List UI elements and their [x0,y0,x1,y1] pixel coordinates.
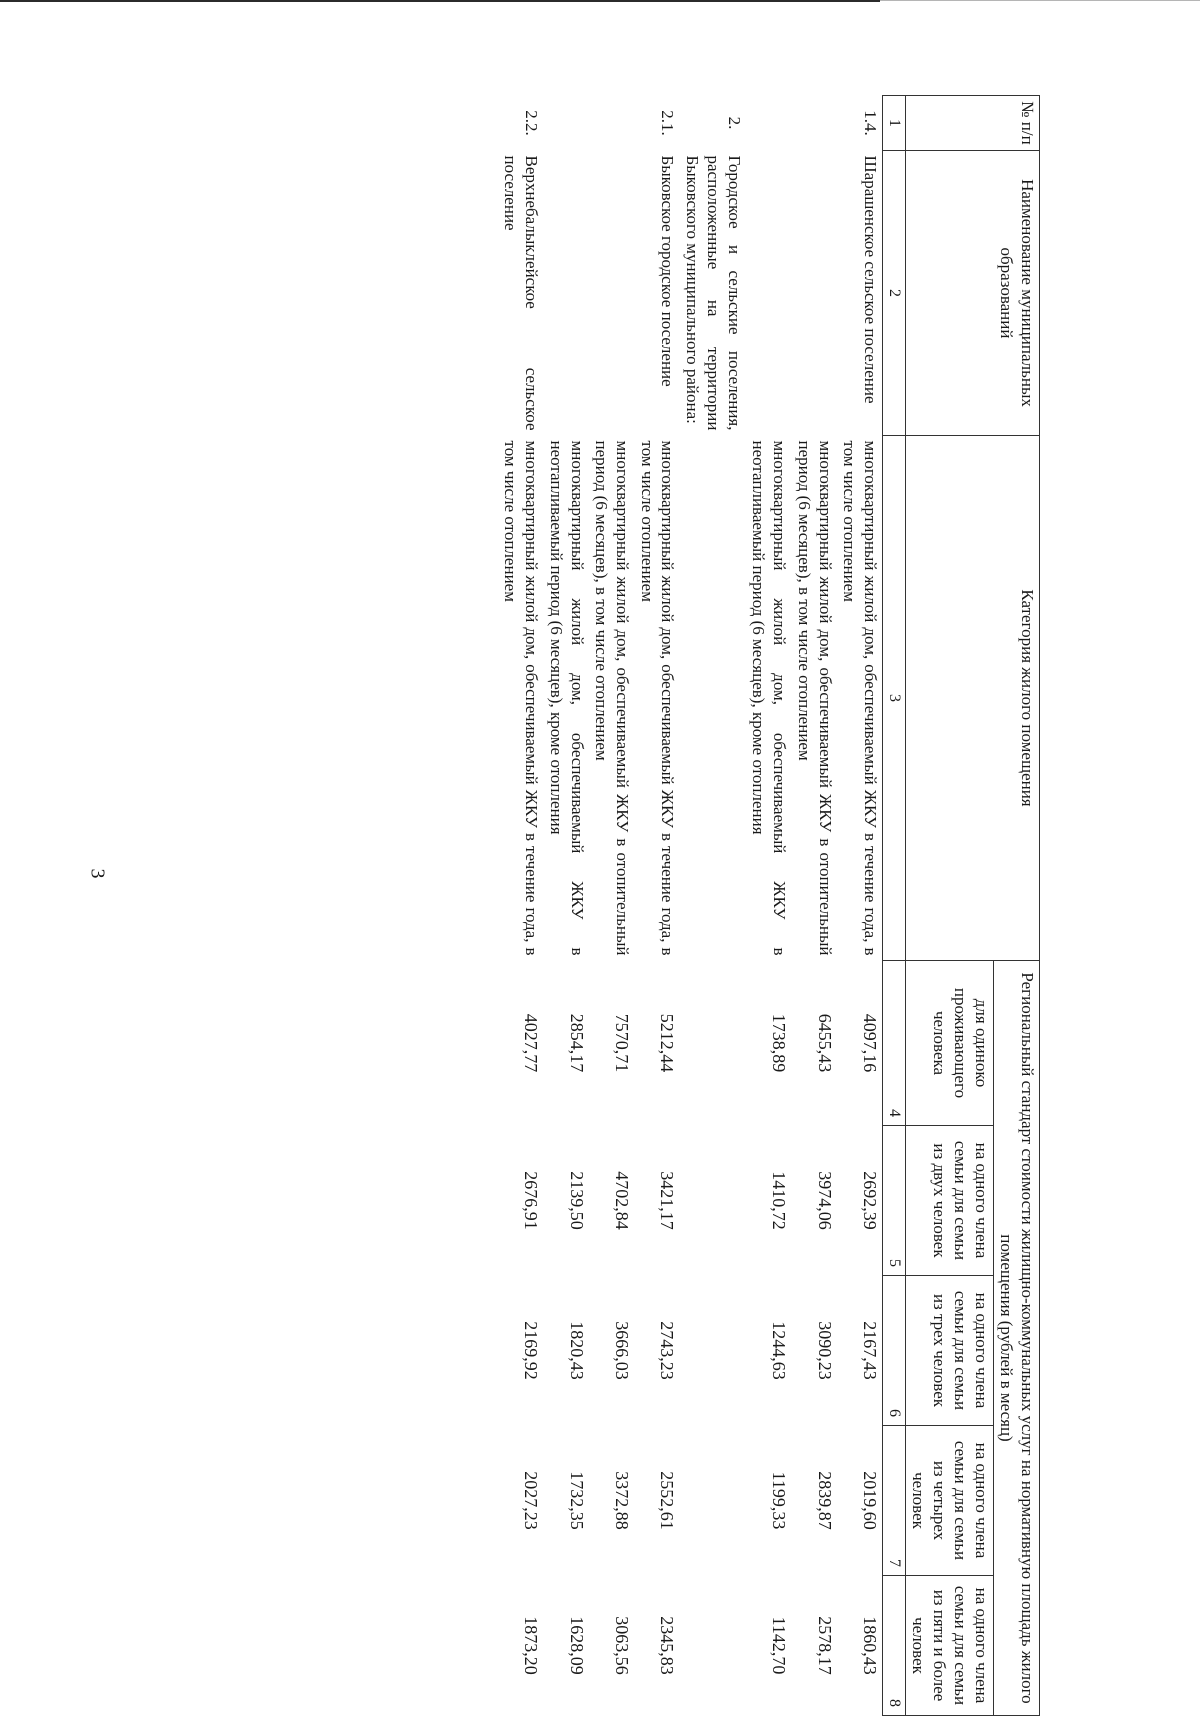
row-value-five: 1873,20 [521,1616,542,1675]
row-value-five: 2345,83 [657,1616,678,1675]
header-four: на одного члена семьи для семьи из четырех человек [905,1426,993,1576]
row-value-single: 4027,77 [521,1013,542,1073]
row-value-three: 1820,43 [566,1321,587,1380]
row-value-single: 2854,17 [566,1013,587,1073]
row-num [543,96,588,151]
row-value-three: 3666,03 [612,1321,632,1380]
row-num: 2.1. [658,110,678,136]
row-value-single: 5212,44 [657,1013,678,1073]
row-value-single: 7570,71 [612,1013,632,1073]
column-number: 2 [883,151,906,436]
table-row [791,96,836,1716]
row-municipality [589,151,634,436]
row-value-two: 3421,17 [657,1171,678,1230]
row-category: многоквартирный жилой дом, обеспечиваемый ЖКУ в отопительный период (6 месяцев), в том числе отоплением [592,440,632,956]
row-value-three: 2167,43 [860,1321,881,1380]
row-value-five: 2578,17 [814,1616,835,1675]
row-value-five: 1142,70 [769,1616,790,1675]
table-row [543,96,588,1716]
row-value-five [679,1576,745,1716]
header-row-1 [993,96,1039,1716]
scan-top-edge [0,0,880,2]
row-value-four: 2839,87 [814,1471,835,1530]
row-num [589,96,634,151]
header-five: на одного члена семьи для семьи из пяти и более человек [905,1576,993,1716]
header-two: на одного члена семьи для семьи из двух человек [905,1126,993,1276]
row-value-two: 1410,72 [769,1171,790,1230]
row-category: многоквартирный жилой дом, обеспечиваемый ЖКУ в течение года, в том числе отоплением [637,440,678,956]
row-value-two: 4702,84 [612,1171,632,1230]
scan-top-edge-faint [880,0,1200,1]
row-num [791,96,836,151]
row-category: многоквартирный жилой дом, обеспечиваемый ЖКУ в течение года, в том числе отоплением [840,440,881,956]
row-value-two: 2692,39 [860,1171,881,1230]
row-value-four: 3372,88 [612,1471,632,1530]
table-row [589,96,634,1716]
header-category: Категория жилого помещения [905,436,1039,961]
row-municipality [746,151,791,436]
row-value-single: 4097,16 [860,1013,881,1073]
row-num: 2.2. [522,110,542,136]
row-value-single: 1738,89 [769,1013,790,1073]
row-value-three [679,1276,745,1426]
row-num: 1.4. [861,110,881,136]
row-category: многоквартирный жилой дом, обеспечиваемый ЖКУ в неотапливаемый период (6 месяцев), кроме отопления [749,440,790,956]
document-sheet [170,95,1040,1715]
row-value-two: 2139,50 [566,1171,587,1230]
row-category: многоквартирный жилой дом, обеспечиваемый ЖКУ в течение года, в том числе отоплением [501,440,542,956]
column-number: 1 [883,96,906,151]
row-value-five: 1860,43 [860,1616,881,1675]
row-num [746,96,791,151]
column-number: 3 [883,436,906,961]
column-number: 7 [883,1426,906,1576]
table-row [498,96,543,1716]
row-value-three: 1244,63 [769,1321,790,1380]
row-value-three: 2743,23 [657,1321,678,1380]
column-number: 4 [883,961,906,1126]
table-row-group-heading [679,96,745,1716]
row-municipality: Шарашенское сельское поселение [861,155,881,404]
header-three: на одного члена семьи для семьи из трех человек [905,1276,993,1426]
row-num: 2. [724,116,744,130]
row-value-four [679,1426,745,1576]
row-value-two: 2676,91 [521,1171,542,1230]
column-number-row [883,96,906,1716]
column-number: 5 [883,1126,906,1276]
page-number: 3 [86,868,109,879]
header-standard: Региональный стандарт стоимости жилищно-коммунальных услуг на нормативную площадь жилого помещения (рублей в месяц) [993,961,1039,1716]
row-value-four: 2019,60 [860,1471,881,1530]
row-value-five: 3063,56 [612,1616,632,1675]
row-value-single [679,961,745,1126]
header-municipality: Наименование муниципальных образований [905,151,1039,436]
row-value-four: 2027,23 [521,1471,542,1530]
column-number: 8 [883,1576,906,1716]
row-value-five: 1628,09 [566,1616,587,1675]
table-row [746,96,791,1716]
row-municipality [791,151,836,436]
row-category [679,436,745,961]
row-municipality: Городское и сельские поселения, расположенные на территории Быковского муниципального района: [683,155,744,431]
row-value-four: 1732,35 [566,1471,587,1530]
header-num: № п/п [905,96,1039,151]
row-category: многоквартирный жилой дом, обеспечиваемый ЖКУ в неотапливаемый период (6 месяцев), кроме отопления [546,440,587,956]
row-value-three: 3090,23 [814,1321,835,1380]
standards-table [498,95,1040,1716]
table-row [634,96,679,1716]
row-value-two: 3974,06 [814,1171,835,1230]
row-municipality [543,151,588,436]
row-value-three: 2169,92 [521,1321,542,1380]
row-category: многоквартирный жилой дом, обеспечиваемый ЖКУ в отопительный период (6 месяцев), в том числе отоплением [794,440,835,956]
row-municipality: Быковское городское поселение [658,155,678,387]
table-row [837,96,883,1716]
column-number: 6 [883,1276,906,1426]
row-value-four: 1199,33 [769,1471,790,1530]
row-value-four: 2552,61 [657,1471,678,1530]
row-value-two [679,1126,745,1276]
header-single: для одиноко проживающего человека [905,961,993,1126]
row-municipality: Верхнебалыклейское сельское поселение [501,155,542,431]
row-value-single: 6455,43 [814,1013,835,1073]
